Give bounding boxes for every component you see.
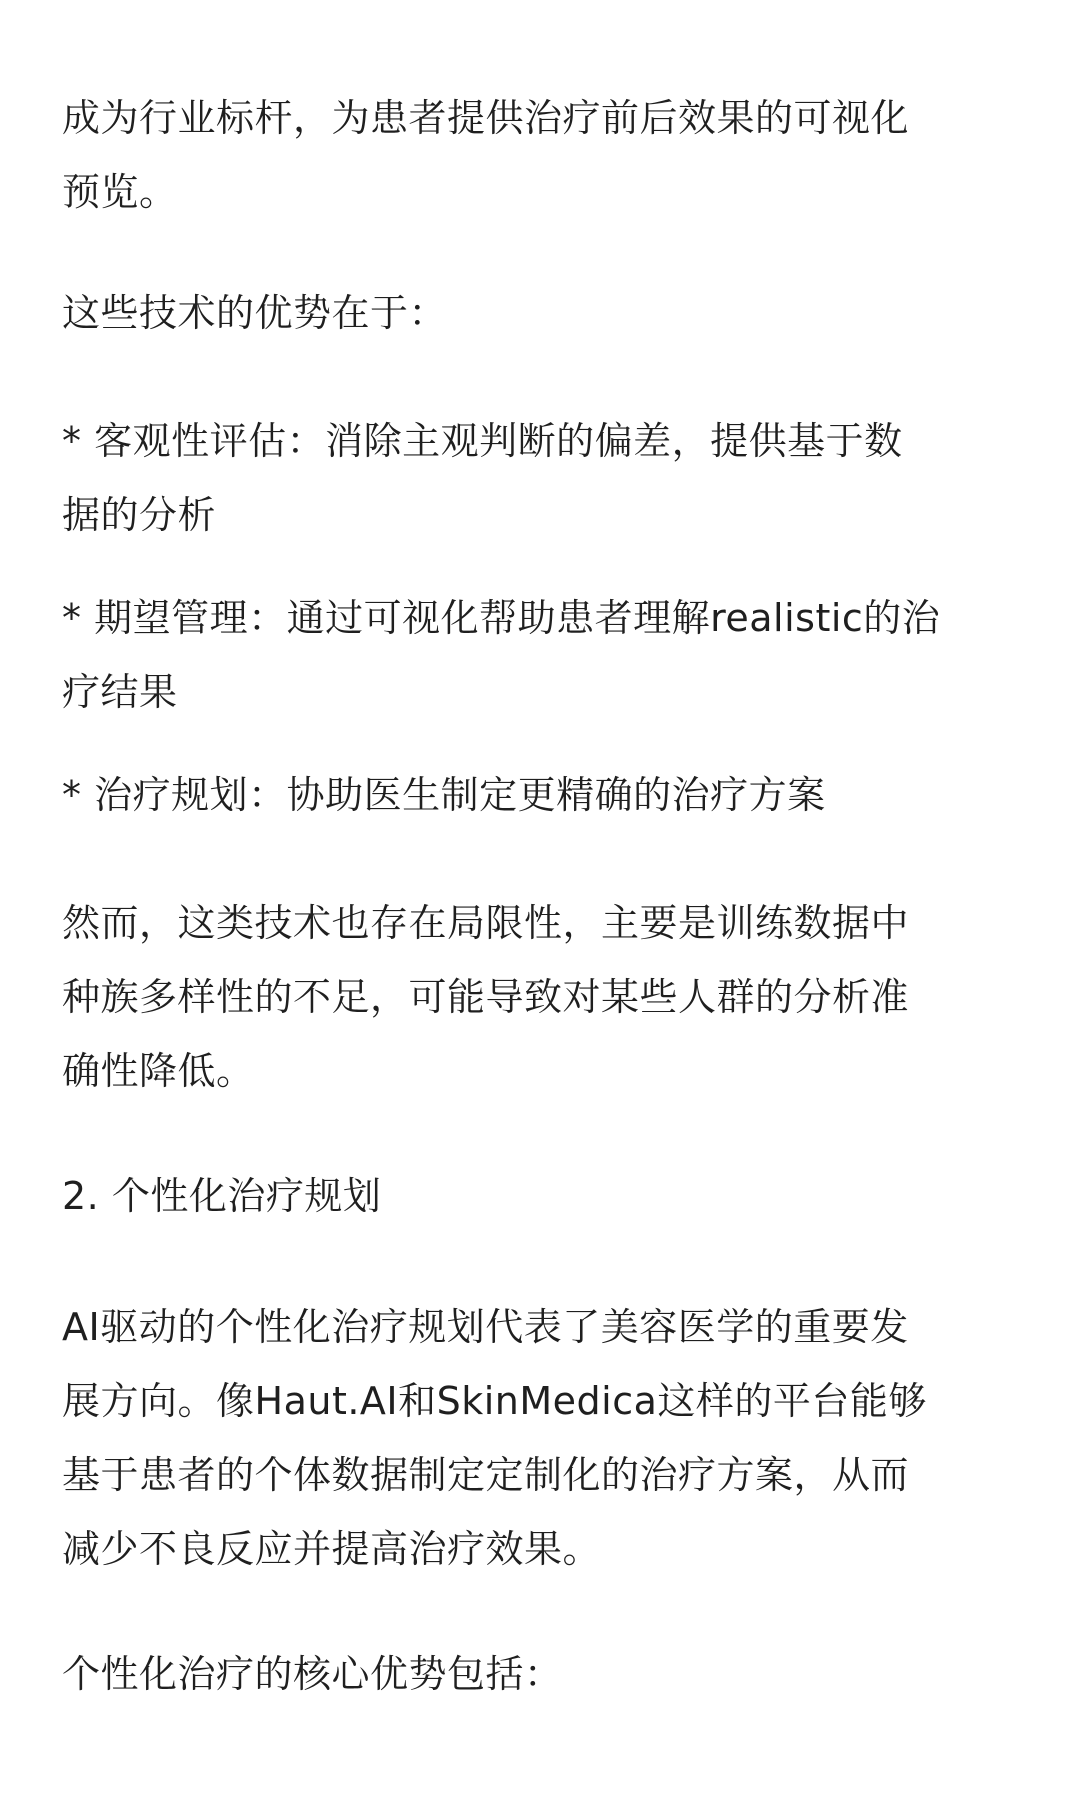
section-heading — [62, 1159, 1026, 1233]
text-line: 预览。 — [62, 170, 178, 214]
text-line: 种族多样性的不足，可能导致对某些人群的分析准 — [62, 975, 910, 1019]
bullet-item-objective-assessment — [62, 404, 1026, 552]
bullet-item-treatment-planning — [62, 758, 1026, 832]
text-line: AI驱动的个性化治疗规划代表了美容医学的重要发 — [62, 1305, 909, 1349]
text-line: 减少不良反应并提高治疗效果。 — [62, 1527, 602, 1571]
text-line: 成为行业标杆，为患者提供治疗前后效果的可视化 — [62, 96, 910, 140]
text-line: 2. 个性化治疗规划 — [62, 1174, 382, 1218]
text-line: 个性化治疗的核心优势包括： — [62, 1652, 563, 1696]
paragraph-personalized-planning — [62, 1290, 1026, 1586]
text-line: 然而，这类技术也存在局限性，主要是训练数据中 — [62, 901, 910, 945]
text-line: 确性降低。 — [62, 1049, 255, 1093]
text-line: 这些技术的优势在于： — [62, 291, 448, 335]
text-line: 疗结果 — [62, 670, 178, 714]
text-line: * 期望管理：通过可视化帮助患者理解realistic的治 — [62, 596, 941, 640]
text-line: * 治疗规划：协助医生制定更精确的治疗方案 — [62, 773, 826, 817]
paragraph-intro-continued — [62, 81, 1026, 229]
text-line: 据的分析 — [62, 493, 217, 537]
text-line: 基于患者的个体数据制定定制化的治疗方案，从而 — [62, 1453, 910, 1497]
bullet-item-expectation-management — [62, 581, 1026, 729]
paragraph-limitations — [62, 886, 1026, 1108]
paragraph-core-advantages-lead — [62, 1637, 1026, 1711]
text-line: * 客观性评估：消除主观判断的偏差，提供基于数 — [62, 419, 903, 463]
paragraph-advantages-lead — [62, 276, 1026, 350]
text-line: 展方向。像Haut.AI和SkinMedica这样的平台能够 — [62, 1379, 927, 1423]
